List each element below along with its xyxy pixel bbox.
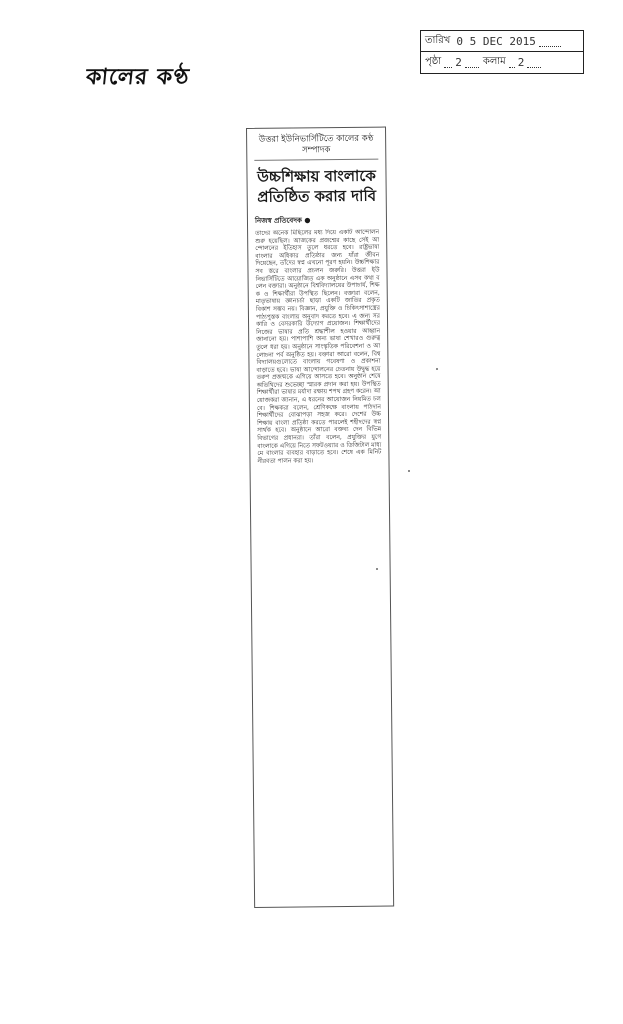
scan-speck xyxy=(436,368,438,370)
stamp-date-dots xyxy=(539,36,561,47)
news-clipping xyxy=(246,127,394,908)
clipping-kicker: উত্তরা ইউনিভার্সিটিতে কালের কণ্ঠ সম্পাদক xyxy=(254,134,378,161)
stamp-page-dots-a xyxy=(444,57,452,68)
newspaper-masthead: কালের কণ্ঠ xyxy=(84,65,191,90)
stamp-date-value: 0 5 DEC 2015 xyxy=(456,34,536,48)
stamp-page-dots-b xyxy=(465,57,479,68)
stamp-page-label: পৃষ্ঠা xyxy=(425,55,442,67)
stamp-date-row xyxy=(421,31,583,51)
stamp-page-row xyxy=(421,51,583,72)
filing-stamp xyxy=(420,30,584,74)
stamp-page-value: 2 xyxy=(455,55,462,69)
stamp-column-dots-b xyxy=(527,57,541,68)
clipping-body: তাদের অনেক মিছিলের মধ্য দিয়ে একটি আন্দোলন শুরু হয়েছিল। আজকের প্রজন্মের কাছে সেই আন্দোলনের ইতিহাস তুলে ধরতে হবে। রাষ্ট্রভাষা বাংলার অধিকার প্রতিষ্ঠার জন্য যাঁরা জীবন দিয়েছেন, তাঁদের স্বপ্ন এখনো পূরণ হয়নি। উচ্চশিক্ষার সব স্তরে বাংলার প্রচলন জরুরি। উত্তরা ইউনিভার্সিটিতে আয়োজিত এক অনুষ্ঠানে এসব কথা বলেন বক্তারা। অনুষ্ঠানে বিশ্ববিদ্যালয়ের উপাচার্য, শিক্ষক ও শিক্ষার্থীরা উপস্থিত ছিলেন। বক্তারা বলেন, মাতৃভাষায় জ্ঞানচর্চা ছাড়া একটি জাতির প্রকৃত বিকাশ সম্ভব নয়। বিজ্ঞান, প্রযুক্তি ও চিকিৎসাশাস্ত্রের পাঠ্যপুস্তক বাংলায় অনুবাদ করতে হবে। এ জন্য সরকারি ও বেসরকারি উদ্যোগ প্রয়োজন। শিক্ষার্থীদের নিজের ভাষার প্রতি শ্রদ্ধাশীল হওয়ার আহ্বান জানানো হয়। পাশাপাশি অন্য ভাষা শেখারও গুরুত্ব তুলে ধরা হয়। অনুষ্ঠানে সাংস্কৃতিক পরিবেশনা ও আলোচনা পর্ব অনুষ্ঠিত হয়। বক্তারা আরো বলেন, বিশ্ববিদ্যালয়গুলোতে বাংলায় গবেষণা ও প্রকাশনা বাড়াতে হবে। ভাষা আন্দোলনের চেতনায় উদ্বুদ্ধ হয়ে তরুণ প্রজন্মকে এগিয়ে আসতে হবে। অনুষ্ঠান শেষে অতিথিদের শুভেচ্ছা স্মারক প্রদান করা হয়। উপস্থিত শিক্ষার্থীরা ভাষার মর্যাদা রক্ষায় শপথ গ্রহণ করেন। আয়োজকরা জানান, এ ধরনের আয়োজন নিয়মিত চলবে। শিক্ষকরা বলেন, শ্রেণিকক্ষে বাংলায় পাঠদান শিক্ষার্থীদের বোঝাপড়া সহজ করে। দেশের উচ্চশিক্ষায় বাংলা প্রতিষ্ঠা করতে পারলেই শহীদদের স্বপ্ন সার্থক হবে। অনুষ্ঠানে আরো বক্তব্য দেন বিভিন্ন বিভাগের প্রধানরা। তাঁরা বলেন, প্রযুক্তির যুগে বাংলাকে এগিয়ে নিতে সফটওয়্যার ও ডিজিটাল মাধ্যমে বাংলার ব্যবহার বাড়াতে হবে। শেষে এক মিনিট নীরবতা পালন করা হয়। xyxy=(255,228,384,465)
clipping-byline: নিজস্ব প্রতিবেদক ● xyxy=(254,216,311,225)
scan-speck xyxy=(376,568,378,570)
scan-speck xyxy=(408,470,410,472)
stamp-column-label: কলাম xyxy=(482,55,506,67)
clipping-headline: উচ্চশিক্ষায় বাংলাকে প্রতিষ্ঠিত করার দাবি xyxy=(257,166,377,206)
stamp-date-label: তারিখ xyxy=(425,34,451,46)
stamp-column-value: 2 xyxy=(517,55,525,69)
